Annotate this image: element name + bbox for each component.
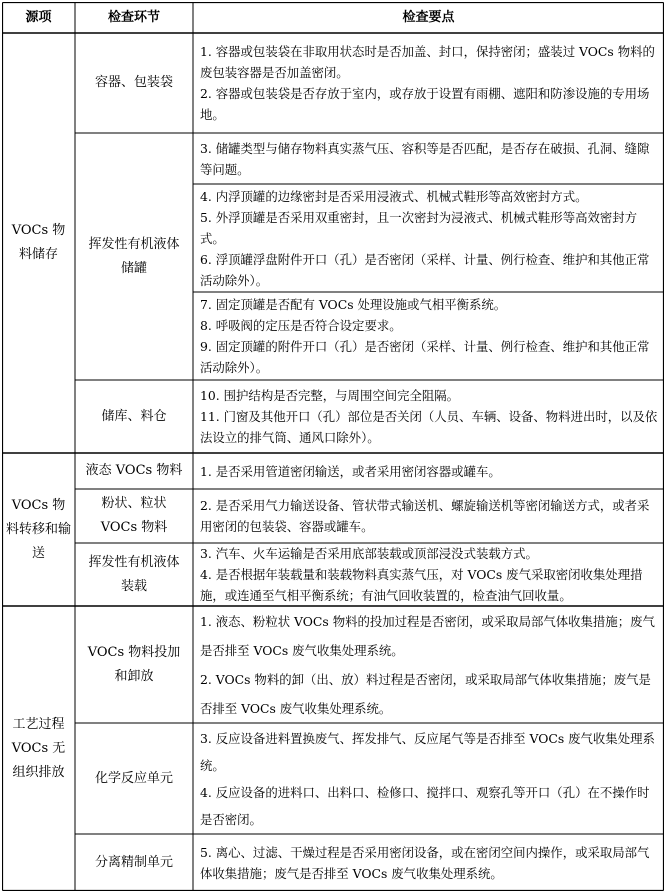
- point-item: 1. 容器或包装袋在非取用状态时是否加盖、封口，保持密闭；盛装过 VOCs 物料的废包装容器是否加盖密闭。: [200, 44, 655, 80]
- points-block: [193, 834, 664, 891]
- points-block: [193, 543, 664, 606]
- point-item: 2. 容器或包装袋是否存放于室内，或存放于设置有雨棚、遮阳和防渗设施的专用场地。: [200, 86, 650, 122]
- source-voc-storage: VOCs 物料储存: [11, 223, 66, 262]
- header-source: 源项: [25, 9, 52, 25]
- link-feeding-unloading: VOCs 物料投加和卸放: [87, 644, 181, 684]
- point-item: 4. 内浮顶罐的边缘密封是否采用浸液式、机械式鞋形等高效密封方式。: [200, 188, 588, 204]
- point-item: 1. 液态、粉粒状 VOCs 物料的投加过程是否密闭，或采取局部气体收集措施；废气是否排至 VOCs 废气收集处理系统。: [200, 613, 655, 658]
- point-item: 5. 离心、过滤、干燥过程是否采用密闭设备，或在密闭空间内操作，或采取局部气体收集措施；废气是否排至 VOCs 废气收集处理系统。: [200, 844, 650, 881]
- points-block: [193, 133, 664, 184]
- points-block: [193, 184, 664, 292]
- point-item: 11. 门窗及其他开口（孔）部位是否关闭（人员、车辆、设备、物料进出时，以及依法设立的排气筒、通风口除外）。: [200, 409, 658, 445]
- point-item: 3. 反应设备进料置换废气、挥发排气、反应尾气等是否排至 VOCs 废气收集处理系统。: [200, 730, 655, 773]
- source-process-emission: 工艺过程 VOCs 无组织排放: [11, 716, 66, 780]
- header-points: 检查要点: [402, 9, 455, 25]
- point-item: 5. 外浮顶罐是否采用双重密封，且一次密封为浸液式、机械式鞋形等高效密封方式。: [200, 209, 638, 246]
- point-item: 3. 储罐类型与储存物料真实蒸气压、容积等是否匹配，是否存在破损、孔洞、缝隙等问题。: [200, 140, 650, 177]
- point-item: 1. 是否采用管道密闭输送，或者采用密闭容器或罐车。: [200, 463, 501, 479]
- points-block: [193, 33, 664, 133]
- link-liquid-voc: 液态 VOCs 物料: [85, 463, 183, 478]
- link-warehouse-silo: 储库、料仓: [101, 408, 167, 424]
- point-item: 2. VOCs 物料的卸（出、放）料过程是否密闭，或采取局部气体收集措施；废气是否排至 VOCs 废气收集处理系统。: [200, 671, 651, 716]
- points-block: [193, 723, 664, 834]
- points-block: [193, 489, 664, 543]
- header-link: 检查环节: [107, 9, 160, 25]
- points-block: [193, 292, 664, 380]
- link-chemical-reaction: 化学反应单元: [94, 770, 173, 786]
- point-item: 4. 反应设备的进料口、出料口、检修口、搅拌口、观察孔等开口（孔）在不操作时是否密闭。: [200, 784, 650, 827]
- point-item: 2. 是否采用气力输送设备、管状带式输送机、螺旋输送机等密闭输送方式，或者采用密闭的包装袋、容器或罐车。: [200, 498, 650, 534]
- point-item: 9. 固定顶罐的附件开口（孔）是否密闭（采样、计量、例行检查、维护和其他正常活动除外）。: [200, 339, 650, 375]
- points-block: [193, 453, 664, 489]
- point-item: 7. 固定顶罐是否配有 VOCs 处理设施或气相平衡系统。: [200, 297, 507, 312]
- link-powder-voc: 粉状、粒状 VOCs 物料: [100, 496, 168, 535]
- point-item: 6. 浮顶罐浮盘附件开口（孔）是否密闭（采样、计量、例行检查、维护和其他正常活动除外）。: [200, 251, 650, 288]
- point-item: 10. 围护结构是否完整，与周围空间完全阻隔。: [200, 388, 460, 403]
- point-item: 4. 是否根据年装载量和装载物料真实蒸气压，对 VOCs 废气采取密闭收集处理措施，或连通至气相平衡系统；有油气回收装置的，检查油气回收量。: [200, 567, 643, 603]
- link-liquid-loading: 挥发性有机液体装载: [88, 554, 180, 594]
- link-liquid-tank: 挥发性有机液体储罐: [88, 236, 180, 276]
- point-item: 8. 呼吸阀的定压是否符合设定要求。: [200, 318, 402, 333]
- link-container-bags: 容器、包装袋: [94, 75, 173, 90]
- point-item: 3. 汽车、火车运输是否采用底部装载或顶部浸没式装载方式。: [200, 546, 538, 561]
- link-separation-refining: 分离精制单元: [94, 854, 173, 870]
- points-block: [193, 380, 664, 453]
- inspection-table: [2, 2, 664, 891]
- points-block: [193, 606, 664, 723]
- source-voc-transfer: VOCs 物料转移和输送: [6, 497, 72, 561]
